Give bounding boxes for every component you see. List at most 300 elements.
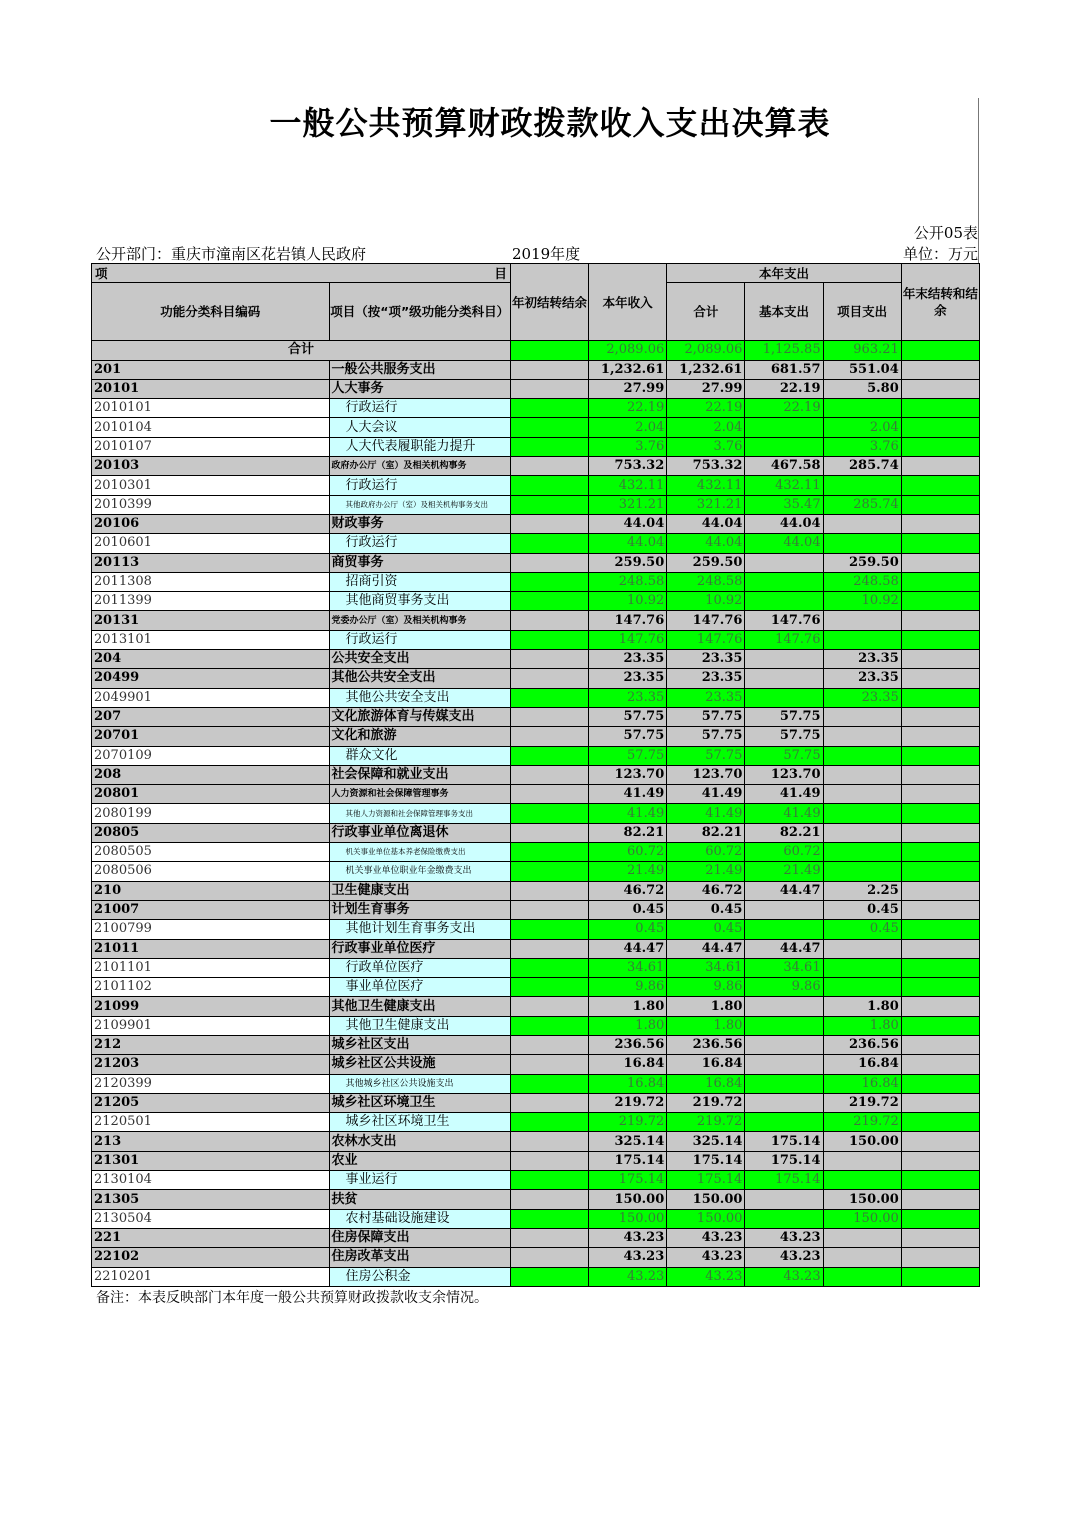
- row-opening: [510, 360, 588, 379]
- row-basic: 681.57: [745, 360, 823, 379]
- row-total: 44.47: [667, 939, 745, 958]
- row-total: 57.75: [667, 707, 745, 726]
- row-project: [823, 823, 901, 842]
- row-basic: [745, 1209, 823, 1228]
- row-total: 175.14: [667, 1171, 745, 1190]
- row-closing: [901, 495, 979, 514]
- row-total: 248.58: [667, 572, 745, 591]
- row-closing: [901, 881, 979, 900]
- header-item: 项目（按“项”级功能分类科目）: [329, 283, 510, 341]
- row-code: 213: [92, 1132, 330, 1151]
- row-item-name: 群众文化: [329, 746, 510, 765]
- row-closing: [901, 843, 979, 862]
- row-item-name: 公共安全支出: [329, 650, 510, 669]
- row-opening: [510, 823, 588, 842]
- table-row: [92, 1248, 980, 1267]
- row-opening: [510, 1035, 588, 1054]
- row-item-name: 扶贫: [329, 1190, 510, 1209]
- row-income: 57.75: [589, 707, 667, 726]
- row-project: [823, 746, 901, 765]
- row-basic: 41.49: [745, 785, 823, 804]
- row-code: 2070109: [92, 746, 330, 765]
- row-income: 1.80: [589, 997, 667, 1016]
- total-closing: [901, 341, 979, 360]
- row-project: [823, 765, 901, 784]
- row-income: 44.47: [589, 939, 667, 958]
- row-closing: [901, 1228, 979, 1247]
- row-code: 2010107: [92, 437, 330, 456]
- row-code: 2101101: [92, 958, 330, 977]
- row-code: 20805: [92, 823, 330, 842]
- row-income: 10.92: [589, 592, 667, 611]
- row-project: 3.76: [823, 437, 901, 456]
- row-total: 23.35: [667, 688, 745, 707]
- row-basic: 175.14: [745, 1132, 823, 1151]
- row-closing: [901, 765, 979, 784]
- table-row: [92, 611, 980, 630]
- row-basic: 467.58: [745, 457, 823, 476]
- row-code: 210: [92, 881, 330, 900]
- row-total: 41.49: [667, 804, 745, 823]
- row-basic: 21.49: [745, 862, 823, 881]
- row-project: [823, 843, 901, 862]
- row-basic: 432.11: [745, 476, 823, 495]
- row-income: 753.32: [589, 457, 667, 476]
- table-row: [92, 727, 980, 746]
- row-closing: [901, 688, 979, 707]
- row-item-name: 行政运行: [329, 534, 510, 553]
- row-closing: [901, 804, 979, 823]
- row-total: 16.84: [667, 1074, 745, 1093]
- row-income: 44.04: [589, 534, 667, 553]
- row-closing: [901, 592, 979, 611]
- row-income: 43.23: [589, 1228, 667, 1247]
- row-total: 219.72: [667, 1113, 745, 1132]
- row-income: 34.61: [589, 958, 667, 977]
- table-row: [92, 823, 980, 842]
- row-closing: [901, 707, 979, 726]
- row-opening: [510, 997, 588, 1016]
- row-closing: [901, 1151, 979, 1170]
- row-code: 21305: [92, 1190, 330, 1209]
- table-row: [92, 997, 980, 1016]
- row-basic: 41.49: [745, 804, 823, 823]
- header-expense-total: 合计: [667, 283, 745, 341]
- row-basic: 22.19: [745, 399, 823, 418]
- row-total: 147.76: [667, 611, 745, 630]
- row-basic: 44.04: [745, 514, 823, 533]
- row-project: 150.00: [823, 1190, 901, 1209]
- row-opening: [510, 900, 588, 919]
- row-project: 23.35: [823, 669, 901, 688]
- row-opening: [510, 862, 588, 881]
- row-opening: [510, 592, 588, 611]
- row-opening: [510, 978, 588, 997]
- row-income: 9.86: [589, 978, 667, 997]
- row-total: 175.14: [667, 1151, 745, 1170]
- header-basic-expense: 基本支出: [745, 283, 823, 341]
- row-code: 2100799: [92, 920, 330, 939]
- row-item-name: 城乡社区环境卫生: [329, 1093, 510, 1112]
- row-closing: [901, 630, 979, 649]
- table-row: [92, 1074, 980, 1093]
- row-total: 259.50: [667, 553, 745, 572]
- row-income: 259.50: [589, 553, 667, 572]
- row-item-name: 其他公共安全支出: [329, 688, 510, 707]
- table-row: [92, 630, 980, 649]
- row-code: 2120501: [92, 1113, 330, 1132]
- row-opening: [510, 1228, 588, 1247]
- row-code: 204: [92, 650, 330, 669]
- row-code: 2130504: [92, 1209, 330, 1228]
- row-closing: [901, 746, 979, 765]
- row-opening: [510, 1248, 588, 1267]
- row-item-name: 党委办公厅（室）及相关机构事务: [329, 611, 510, 630]
- row-opening: [510, 958, 588, 977]
- row-income: 16.84: [589, 1074, 667, 1093]
- row-project: 16.84: [823, 1055, 901, 1074]
- row-item-name: 人大会议: [329, 418, 510, 437]
- row-basic: 22.19: [745, 379, 823, 398]
- row-income: 60.72: [589, 843, 667, 862]
- row-total: 44.04: [667, 534, 745, 553]
- row-closing: [901, 1016, 979, 1035]
- row-opening: [510, 785, 588, 804]
- row-closing: [901, 418, 979, 437]
- table-note: 备注：本表反映部门本年度一般公共预算财政拨款收支余情况。: [96, 1290, 488, 1306]
- row-item-name: 农林水支出: [329, 1132, 510, 1151]
- row-item-name: 农业: [329, 1151, 510, 1170]
- row-opening: [510, 1190, 588, 1209]
- row-total: 57.75: [667, 727, 745, 746]
- row-total: 321.21: [667, 495, 745, 514]
- row-basic: 57.75: [745, 707, 823, 726]
- row-project: 236.56: [823, 1035, 901, 1054]
- fiscal-year: 2019年度: [512, 245, 581, 263]
- row-total: 23.35: [667, 650, 745, 669]
- row-code: 2010101: [92, 399, 330, 418]
- row-income: 16.84: [589, 1055, 667, 1074]
- row-code: 208: [92, 765, 330, 784]
- row-closing: [901, 920, 979, 939]
- department-label: 公开部门：重庆市潼南区花岩镇人民政府: [96, 245, 367, 263]
- row-item-name: 社会保障和就业支出: [329, 765, 510, 784]
- total-income: 2,089.06: [589, 341, 667, 360]
- row-total: 219.72: [667, 1093, 745, 1112]
- row-code: 20113: [92, 553, 330, 572]
- row-opening: [510, 688, 588, 707]
- table-row: [92, 360, 980, 379]
- row-basic: 57.75: [745, 727, 823, 746]
- row-closing: [901, 553, 979, 572]
- table-row: [92, 1016, 980, 1035]
- row-basic: 44.04: [745, 534, 823, 553]
- row-income: 3.76: [589, 437, 667, 456]
- row-basic: 147.76: [745, 611, 823, 630]
- row-project: 10.92: [823, 592, 901, 611]
- row-closing: [901, 1035, 979, 1054]
- row-total: 9.86: [667, 978, 745, 997]
- row-code: 20801: [92, 785, 330, 804]
- row-project: [823, 862, 901, 881]
- row-project: 1.80: [823, 997, 901, 1016]
- row-opening: [510, 1113, 588, 1132]
- row-basic: [745, 1093, 823, 1112]
- row-closing: [901, 997, 979, 1016]
- row-code: 20499: [92, 669, 330, 688]
- row-basic: [745, 900, 823, 919]
- row-opening: [510, 746, 588, 765]
- table-row: [92, 862, 980, 881]
- row-basic: 9.86: [745, 978, 823, 997]
- row-item-name: 事业运行: [329, 1171, 510, 1190]
- row-opening: [510, 707, 588, 726]
- row-item-name: 人大事务: [329, 379, 510, 398]
- row-item-name: 其他商贸事务支出: [329, 592, 510, 611]
- total-project: 963.21: [823, 341, 901, 360]
- row-income: 219.72: [589, 1093, 667, 1112]
- table-row: [92, 900, 980, 919]
- row-closing: [901, 900, 979, 919]
- table-row: [92, 688, 980, 707]
- row-closing: [901, 1248, 979, 1267]
- row-opening: [510, 572, 588, 591]
- row-total: 44.04: [667, 514, 745, 533]
- row-item-name: 计划生育事务: [329, 900, 510, 919]
- row-basic: 43.23: [745, 1228, 823, 1247]
- row-basic: [745, 418, 823, 437]
- table-row: [92, 920, 980, 939]
- row-code: 20101: [92, 379, 330, 398]
- row-closing: [901, 1190, 979, 1209]
- row-opening: [510, 765, 588, 784]
- row-project: [823, 939, 901, 958]
- row-closing: [901, 978, 979, 997]
- row-project: 285.74: [823, 495, 901, 514]
- row-income: 219.72: [589, 1113, 667, 1132]
- row-opening: [510, 495, 588, 514]
- row-item-name: 事业单位医疗: [329, 978, 510, 997]
- unit-label: 单位：万元: [902, 245, 978, 263]
- row-item-name: 城乡社区环境卫生: [329, 1113, 510, 1132]
- row-project: [823, 727, 901, 746]
- row-closing: [901, 457, 979, 476]
- row-total: 27.99: [667, 379, 745, 398]
- row-total: 123.70: [667, 765, 745, 784]
- row-opening: [510, 1209, 588, 1228]
- header-code: 功能分类科目编码: [92, 283, 330, 341]
- row-project: [823, 1248, 901, 1267]
- row-project: 0.45: [823, 900, 901, 919]
- row-income: 325.14: [589, 1132, 667, 1151]
- table-row: [92, 1267, 980, 1286]
- row-item-name: 城乡社区支出: [329, 1035, 510, 1054]
- row-total: 46.72: [667, 881, 745, 900]
- table-row: [92, 572, 980, 591]
- row-code: 21011: [92, 939, 330, 958]
- row-project: [823, 958, 901, 977]
- row-code: 21205: [92, 1093, 330, 1112]
- row-total: 325.14: [667, 1132, 745, 1151]
- row-item-name: 文化旅游体育与传媒支出: [329, 707, 510, 726]
- row-project: [823, 514, 901, 533]
- row-closing: [901, 611, 979, 630]
- table-row: [92, 476, 980, 495]
- row-closing: [901, 379, 979, 398]
- row-opening: [510, 379, 588, 398]
- header-xiang-mu: [92, 264, 511, 283]
- row-total: 82.21: [667, 823, 745, 842]
- row-opening: [510, 630, 588, 649]
- row-closing: [901, 727, 979, 746]
- row-code: 2010601: [92, 534, 330, 553]
- row-total: 1.80: [667, 997, 745, 1016]
- row-basic: [745, 650, 823, 669]
- row-closing: [901, 476, 979, 495]
- table-row: [92, 1171, 980, 1190]
- row-total: 1,232.61: [667, 360, 745, 379]
- row-basic: [745, 1055, 823, 1074]
- row-project: [823, 785, 901, 804]
- row-closing: [901, 1267, 979, 1286]
- row-total: 236.56: [667, 1035, 745, 1054]
- table-row: [92, 1190, 980, 1209]
- row-closing: [901, 437, 979, 456]
- row-closing: [901, 1093, 979, 1112]
- row-code: 21007: [92, 900, 330, 919]
- table-row: [92, 785, 980, 804]
- row-project: 150.00: [823, 1132, 901, 1151]
- row-total: 23.35: [667, 669, 745, 688]
- row-total: 43.23: [667, 1267, 745, 1286]
- row-item-name: 行政单位医疗: [329, 958, 510, 977]
- header-project-expense: 项目支出: [823, 283, 901, 341]
- row-project: [823, 534, 901, 553]
- row-total: 150.00: [667, 1190, 745, 1209]
- row-opening: [510, 1267, 588, 1286]
- row-item-name: 财政事务: [329, 514, 510, 533]
- row-project: 219.72: [823, 1113, 901, 1132]
- row-item-name: 住房保障支出: [329, 1228, 510, 1247]
- table-row: [92, 958, 980, 977]
- form-number: 公开05表: [913, 224, 978, 242]
- table-row: [92, 1209, 980, 1228]
- row-project: 150.00: [823, 1209, 901, 1228]
- row-basic: [745, 669, 823, 688]
- table-row: [92, 457, 980, 476]
- row-code: 20131: [92, 611, 330, 630]
- table-row: [92, 399, 980, 418]
- table-row: [92, 978, 980, 997]
- row-closing: [901, 514, 979, 533]
- row-code: 207: [92, 707, 330, 726]
- row-item-name: 文化和旅游: [329, 727, 510, 746]
- row-item-name: 住房改革支出: [329, 1248, 510, 1267]
- row-opening: [510, 1055, 588, 1074]
- row-project: [823, 1228, 901, 1247]
- row-code: 201: [92, 360, 330, 379]
- row-code: 2010301: [92, 476, 330, 495]
- row-code: 2210201: [92, 1267, 330, 1286]
- row-code: 22102: [92, 1248, 330, 1267]
- header-closing-balance: 年末结转和结余: [901, 264, 979, 341]
- table-row: [92, 746, 980, 765]
- row-income: 0.45: [589, 900, 667, 919]
- row-project: 23.35: [823, 688, 901, 707]
- row-total: 34.61: [667, 958, 745, 977]
- row-opening: [510, 534, 588, 553]
- total-label: 合计: [92, 341, 511, 360]
- row-income: 147.76: [589, 630, 667, 649]
- row-project: [823, 707, 901, 726]
- row-code: 2080199: [92, 804, 330, 823]
- table-row: [92, 1055, 980, 1074]
- row-item-name: 政府办公厅（室）及相关机构事务: [329, 457, 510, 476]
- row-total: 753.32: [667, 457, 745, 476]
- row-opening: [510, 939, 588, 958]
- row-closing: [901, 650, 979, 669]
- budget-table: [91, 263, 980, 1287]
- table-row: [92, 939, 980, 958]
- row-total: 2.04: [667, 418, 745, 437]
- table-row: [92, 669, 980, 688]
- row-total: 147.76: [667, 630, 745, 649]
- row-opening: [510, 476, 588, 495]
- row-code: 2049901: [92, 688, 330, 707]
- row-opening: [510, 1132, 588, 1151]
- row-total: 43.23: [667, 1228, 745, 1247]
- row-total: 60.72: [667, 843, 745, 862]
- row-total: 43.23: [667, 1248, 745, 1267]
- row-basic: [745, 1016, 823, 1035]
- table-row: [92, 1093, 980, 1112]
- row-project: 259.50: [823, 553, 901, 572]
- row-item-name: 其他人力资源和社会保障管理事务支出: [329, 804, 510, 823]
- row-code: 2011308: [92, 572, 330, 591]
- row-income: 21.49: [589, 862, 667, 881]
- total-expense: 2,089.06: [667, 341, 745, 360]
- row-income: 23.35: [589, 688, 667, 707]
- row-basic: [745, 997, 823, 1016]
- row-project: 248.58: [823, 572, 901, 591]
- row-item-name: 其他城乡社区公共设施支出: [329, 1074, 510, 1093]
- table-row: [92, 804, 980, 823]
- row-code: 2080505: [92, 843, 330, 862]
- row-basic: [745, 688, 823, 707]
- row-code: 2080506: [92, 862, 330, 881]
- row-basic: [745, 920, 823, 939]
- row-item-name: 行政运行: [329, 399, 510, 418]
- row-total: 0.45: [667, 920, 745, 939]
- table-row: [92, 418, 980, 437]
- row-income: 44.04: [589, 514, 667, 533]
- row-item-name: 商贸事务: [329, 553, 510, 572]
- row-income: 27.99: [589, 379, 667, 398]
- row-basic: [745, 572, 823, 591]
- row-item-name: 行政事业单位离退休: [329, 823, 510, 842]
- row-code: 20701: [92, 727, 330, 746]
- row-basic: 43.23: [745, 1248, 823, 1267]
- row-income: 1,232.61: [589, 360, 667, 379]
- row-basic: [745, 1190, 823, 1209]
- row-project: 0.45: [823, 920, 901, 939]
- row-closing: [901, 399, 979, 418]
- table-row: [92, 534, 980, 553]
- row-code: 21301: [92, 1151, 330, 1170]
- row-basic: [745, 437, 823, 456]
- row-item-name: 其他卫生健康支出: [329, 1016, 510, 1035]
- row-opening: [510, 611, 588, 630]
